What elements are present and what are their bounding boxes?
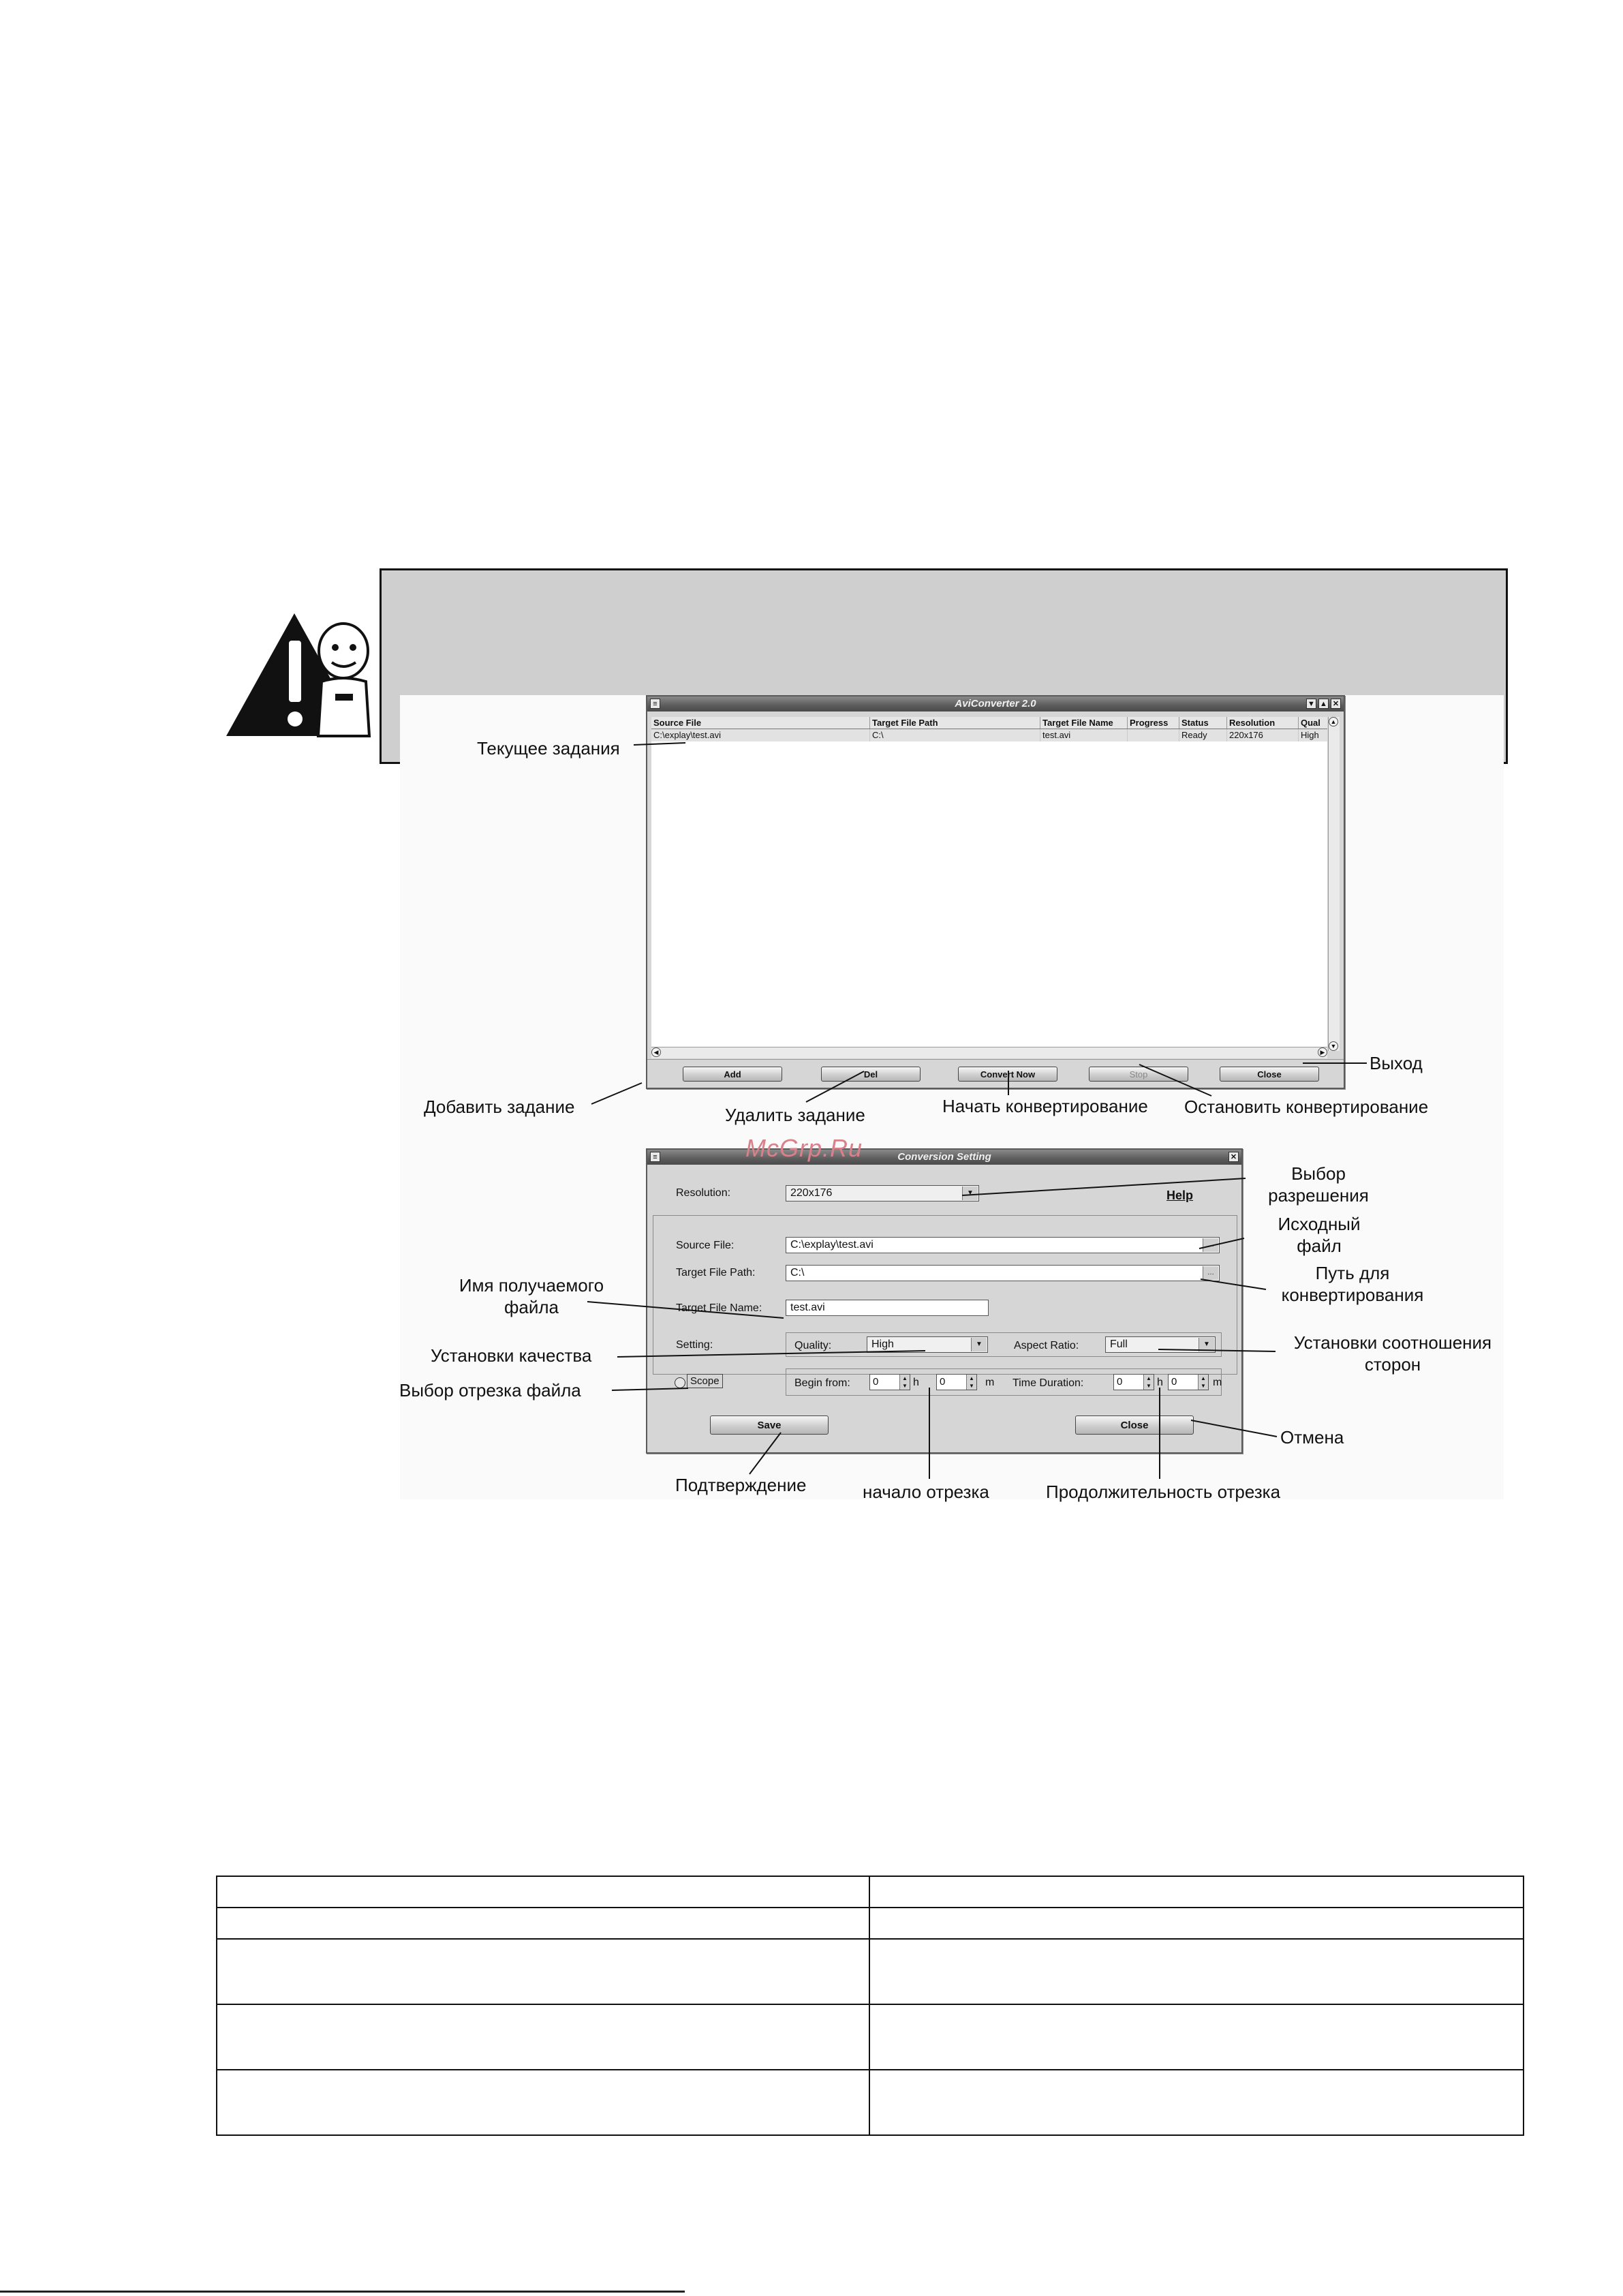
table-cell: [217, 1939, 869, 2004]
callout-segment-duration: Продолжительность отрезка: [1046, 1482, 1281, 1502]
stepper-arrows-icon[interactable]: ▲ ▼: [1143, 1375, 1154, 1390]
cell-target-path: C:\: [870, 729, 1040, 741]
table-row: [217, 2070, 1524, 2135]
browse-icon[interactable]: …: [1203, 1238, 1218, 1252]
menu-icon[interactable]: ≡: [650, 699, 660, 709]
source-file-label: Source File:: [676, 1240, 735, 1251]
cell-quality: High: [1301, 730, 1319, 740]
close-button[interactable]: Close: [1075, 1415, 1194, 1435]
menu-icon[interactable]: ≡: [650, 1152, 660, 1162]
callout-exit: Выход: [1370, 1053, 1423, 1073]
column-header[interactable]: Qual: [1301, 718, 1320, 728]
leader-line: [1199, 1238, 1244, 1249]
callout-line: разрешения: [1268, 1185, 1369, 1206]
close-icon[interactable]: ✕: [1331, 699, 1341, 709]
leader-line: [749, 1433, 781, 1474]
add-button[interactable]: Add: [683, 1067, 782, 1082]
chevron-down-icon[interactable]: ▼: [971, 1338, 987, 1351]
resolution-value: 220x176: [790, 1187, 833, 1199]
table-row: [217, 1876, 1524, 1908]
callout-stop-convert: Остановить конвертирование: [1184, 1097, 1429, 1117]
quality-label: Quality:: [794, 1340, 832, 1351]
minutes-unit: m: [985, 1377, 995, 1388]
leader-line: [617, 1351, 925, 1357]
leader-line: [1139, 1065, 1211, 1096]
close-button[interactable]: Close: [1220, 1067, 1319, 1082]
chevron-down-icon[interactable]: ▼: [1199, 1338, 1214, 1351]
table-row: [217, 2004, 1524, 2070]
table-cell: [869, 1908, 1524, 1939]
time-duration-label: Time Duration:: [1013, 1377, 1084, 1389]
table-row: [217, 1939, 1524, 2004]
window-title: Conversion Setting: [897, 1151, 991, 1163]
chevron-down-icon[interactable]: ▼: [962, 1187, 978, 1200]
scroll-up-icon[interactable]: ▲: [1329, 717, 1338, 726]
help-link[interactable]: Help: [1166, 1189, 1194, 1202]
save-button[interactable]: Save: [710, 1415, 829, 1435]
callout-line: файла: [504, 1297, 559, 1317]
callout-start-convert: Начать конвертирование: [942, 1096, 1148, 1116]
stepper-arrows-icon[interactable]: ▲ ▼: [1198, 1375, 1208, 1390]
resolution-label: Resolution:: [676, 1187, 731, 1199]
scope-label[interactable]: Scope: [687, 1374, 723, 1388]
table-row: [217, 1908, 1524, 1939]
callout-cancel: Отмена: [1280, 1427, 1344, 1448]
scroll-down-icon[interactable]: ▼: [1329, 1041, 1338, 1051]
leader-line: [1201, 1279, 1266, 1289]
callout-line: Выбор: [1291, 1163, 1346, 1184]
maximize-icon[interactable]: ▲: [1318, 699, 1329, 709]
minutes-unit: m: [1213, 1377, 1222, 1388]
leader-line: [962, 1178, 1246, 1195]
watermark: McGrp.Ru: [745, 1134, 863, 1162]
table-cell: [869, 1876, 1524, 1908]
leader-line: [612, 1388, 688, 1390]
footer-rule: [0, 2291, 685, 2293]
callout-segment-choice: Выбор отрезка файла: [399, 1380, 581, 1400]
target-path-label: Target File Path:: [676, 1267, 756, 1279]
table-cell: [869, 2004, 1524, 2070]
begin-hours-value: 0: [873, 1376, 879, 1388]
target-path-value: C:\: [790, 1267, 805, 1279]
leader-line: [591, 1083, 642, 1104]
callout-line: сторон: [1364, 1354, 1421, 1375]
column-header[interactable]: Progress: [1128, 717, 1179, 729]
table-cell: [217, 2070, 869, 2135]
table-cell: [869, 2070, 1524, 2135]
window-title: AviConverter 2.0: [955, 698, 1036, 709]
aspect-ratio-label: Aspect Ratio:: [1014, 1340, 1079, 1351]
leader-line: [634, 743, 685, 745]
column-header[interactable]: Resolution: [1227, 717, 1299, 729]
stepper-arrows-icon[interactable]: ▲ ▼: [899, 1375, 910, 1390]
minimize-icon[interactable]: ▼: [1306, 699, 1316, 709]
leader-line: [806, 1071, 864, 1102]
browse-icon[interactable]: …: [1203, 1266, 1218, 1280]
cell-status: Ready: [1179, 729, 1227, 741]
callout-segment-start: начало отрезка: [863, 1482, 989, 1502]
cell-target-name: test.avi: [1040, 729, 1128, 741]
target-name-label: Target File Name:: [676, 1302, 762, 1314]
duration-hours-value: 0: [1117, 1376, 1123, 1388]
callout-line: Исходный: [1278, 1214, 1361, 1234]
callout-confirm: Подтверждение: [675, 1475, 807, 1495]
source-file-value: C:\explay\test.avi: [790, 1239, 874, 1251]
duration-minutes-value: 0: [1171, 1376, 1177, 1388]
table-cell: [217, 1908, 869, 1939]
begin-from-label: Begin from:: [794, 1377, 850, 1389]
stop-button[interactable]: Stop: [1089, 1067, 1188, 1082]
aspect-ratio-value: Full: [1110, 1338, 1128, 1350]
hours-unit: h: [913, 1377, 919, 1388]
callout-line: Установки соотношения: [1293, 1332, 1492, 1353]
close-icon[interactable]: ✕: [1228, 1152, 1239, 1162]
empty-table: [216, 1876, 1524, 2136]
cell-source-file: C:\explay\test.avi: [651, 729, 870, 741]
callout-line: файл: [1297, 1236, 1342, 1256]
del-button[interactable]: Del: [821, 1067, 921, 1082]
callout-line: Путь для: [1315, 1263, 1390, 1283]
table-cell: [869, 1939, 1524, 2004]
column-header[interactable]: Status: [1179, 717, 1227, 729]
callout-add-task: Добавить задание: [424, 1097, 575, 1117]
leader-line: [1191, 1420, 1277, 1437]
table-cell: [217, 2004, 869, 2070]
column-header[interactable]: Source File: [651, 717, 870, 729]
convert-now-button[interactable]: Convert Now: [958, 1067, 1057, 1082]
target-name-field[interactable]: test.avi: [786, 1300, 989, 1316]
callout-line: Имя получаемого: [459, 1275, 604, 1296]
setting-label: Setting:: [676, 1339, 713, 1351]
callout-quality-settings: Установки качества: [431, 1345, 592, 1366]
quality-value: High: [871, 1338, 894, 1350]
begin-minutes-value: 0: [940, 1376, 946, 1388]
leader-line: [587, 1302, 784, 1318]
cell-resolution: 220x176: [1227, 729, 1299, 741]
callout-delete-task: Удалить задание: [725, 1105, 865, 1125]
column-header[interactable]: Target File Path: [870, 717, 1040, 729]
callout-line: конвертирования: [1281, 1285, 1424, 1305]
scroll-left-icon[interactable]: ◀: [651, 1047, 661, 1057]
column-header[interactable]: Target File Name: [1040, 717, 1128, 729]
hours-unit: h: [1157, 1377, 1163, 1388]
callout-current-task: Текущее задания: [477, 738, 620, 759]
table-cell: [217, 1876, 869, 1908]
scroll-right-icon[interactable]: ▶: [1318, 1047, 1327, 1057]
stepper-arrows-icon[interactable]: ▲ ▼: [966, 1375, 976, 1390]
leader-line: [1158, 1349, 1276, 1351]
